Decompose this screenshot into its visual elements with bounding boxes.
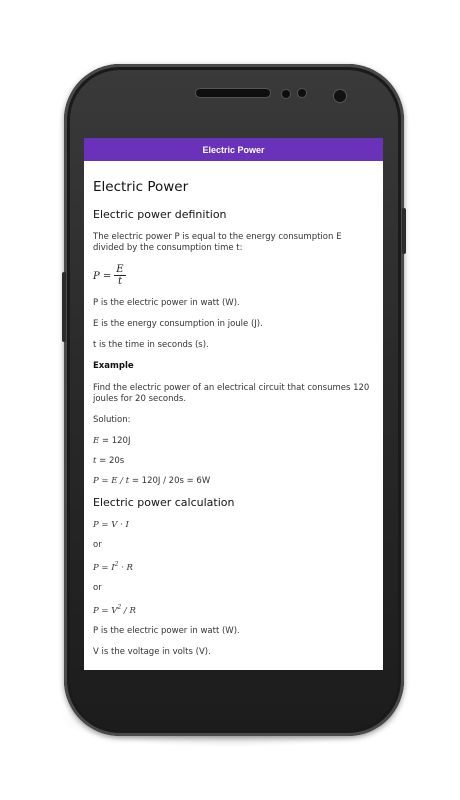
exponent: 2 (114, 561, 119, 568)
calculation-line: P is the electric power in watt (W). (93, 625, 240, 636)
formula-i2r (93, 561, 374, 573)
or-label: or (93, 582, 102, 593)
fraction-numerator: E (116, 264, 124, 275)
front-camera-icon (334, 90, 346, 102)
definition-line: P is the electric power in watt (W). (93, 298, 240, 308)
section-title-calculation: Electric power calculation (93, 496, 235, 509)
power-button (402, 208, 406, 254)
power-formula (93, 264, 374, 288)
formula-vi: P = V · I (93, 520, 129, 530)
definition-text: The electric power P is equal to the energy consumption E divided by the consumption time t: (93, 232, 342, 253)
app-screen (84, 138, 383, 670)
section-title-definition: Electric power definition (93, 208, 227, 221)
fraction (114, 264, 125, 288)
light-sensor (298, 89, 306, 97)
definition-line: t is the time in seconds (s). (93, 340, 209, 350)
example-title: Example (93, 361, 134, 371)
solution-step (93, 476, 374, 486)
earpiece-speaker (196, 89, 270, 97)
proximity-sensor (282, 90, 290, 98)
definition-line: E is the energy consumption in joule (J). (93, 319, 263, 329)
solution-label: Solution: (93, 415, 131, 425)
calculation-line: V is the voltage in volts (V). (93, 646, 211, 657)
app-title: Electric Power (202, 144, 265, 155)
solution-step (93, 436, 374, 446)
formula-part: P = I (93, 562, 115, 573)
formula-lhs: P = (93, 270, 112, 282)
step-value: = 20s (99, 456, 125, 466)
step-variable: E (93, 436, 100, 446)
article-content[interactable] (84, 161, 383, 658)
step-value: = 120J (101, 436, 131, 446)
formula-part: · R (121, 562, 133, 573)
formula-part: / R (123, 605, 136, 616)
step-value: = 120J / 20s = 6W (131, 476, 211, 486)
solution-step (93, 456, 374, 466)
fraction-denominator: t (117, 276, 122, 287)
volume-button (62, 272, 66, 342)
step-variable: P = E / t (93, 476, 130, 486)
formula-v2r (93, 604, 374, 616)
formula-part: P = V (93, 605, 118, 616)
step-variable: t (93, 456, 97, 466)
exponent: 2 (117, 603, 122, 611)
app-bar (84, 138, 383, 161)
example-problem: Find the electric power of an electrical circuit that consumes 120 joules for 20 seconds. (93, 383, 370, 404)
or-label: or (93, 540, 102, 550)
page-title: Electric Power (93, 179, 189, 195)
